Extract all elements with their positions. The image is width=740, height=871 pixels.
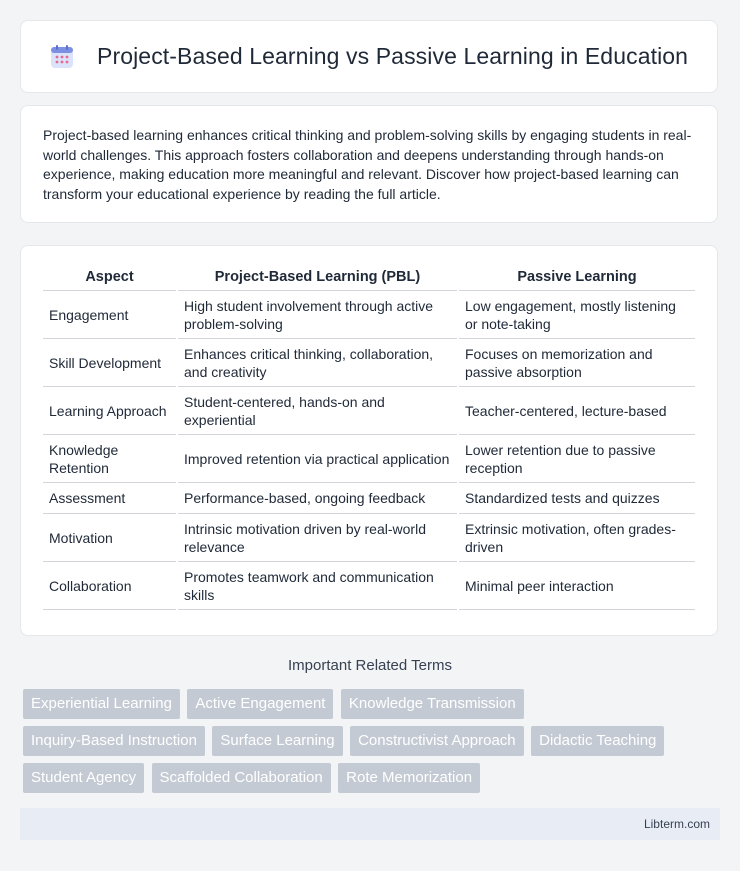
table-row <box>43 291 695 339</box>
cell-passive: Lower retention due to passive reception <box>459 435 695 483</box>
intro-card <box>20 105 718 223</box>
table-row <box>43 339 695 387</box>
cell-aspect: Collaboration <box>43 562 176 610</box>
cell-aspect: Assessment <box>43 483 176 514</box>
footer <box>20 808 720 840</box>
related-term-tag[interactable]: Student Agency <box>23 763 144 793</box>
cell-aspect: Skill Development <box>43 339 176 387</box>
cell-pbl: Performance-based, ongoing feedback <box>178 483 457 514</box>
cell-pbl: Student-centered, hands-on and experiential <box>178 387 457 435</box>
table-row <box>43 514 695 562</box>
intro-text: Project-based learning enhances critical thinking and problem-solving skills by engaging students in real-world challenges. This approach fosters collaboration and deepens understanding through hands-on experience, making education more meaningful and relevant. Discover how project-based learning can transform your educational experience by reading the full article. <box>43 127 692 202</box>
cell-pbl: Enhances critical thinking, collaboration, and creativity <box>178 339 457 387</box>
cell-passive: Standardized tests and quizzes <box>459 483 695 514</box>
cell-passive: Teacher-centered, lecture-based <box>459 387 695 435</box>
cell-pbl: High student involvement through active problem-solving <box>178 291 457 339</box>
table-row <box>43 387 695 435</box>
comparison-table-card <box>20 245 718 636</box>
cell-aspect: Motivation <box>43 514 176 562</box>
related-terms-title: Important Related Terms <box>288 657 452 674</box>
related-term-tag[interactable]: Active Engagement <box>187 689 333 719</box>
cell-passive: Extrinsic motivation, often grades-driven <box>459 514 695 562</box>
cell-aspect: Engagement <box>43 291 176 339</box>
cell-pbl: Improved retention via practical application <box>178 435 457 483</box>
related-term-tag[interactable]: Rote Memorization <box>338 763 480 793</box>
cell-pbl: Intrinsic motivation driven by real-world relevance <box>178 514 457 562</box>
table-row <box>43 562 695 610</box>
related-term-tag[interactable]: Inquiry-Based Instruction <box>23 726 205 756</box>
cell-aspect: Knowledge Retention <box>43 435 176 483</box>
table-row <box>43 483 695 514</box>
calendar-grid-icon <box>49 44 75 70</box>
related-term-tag[interactable]: Experiential Learning <box>23 689 180 719</box>
comparison-table <box>41 266 697 610</box>
cell-pbl: Promotes teamwork and communication skills <box>178 562 457 610</box>
cell-passive: Focuses on memorization and passive absorption <box>459 339 695 387</box>
related-term-tag[interactable]: Surface Learning <box>212 726 342 756</box>
header-card <box>20 20 718 93</box>
related-term-tag[interactable]: Knowledge Transmission <box>341 689 524 719</box>
related-terms-list <box>23 689 723 800</box>
page-title: Project-Based Learning vs Passive Learning in Education <box>97 43 689 69</box>
table-header-row <box>43 266 695 291</box>
related-term-tag[interactable]: Scaffolded Collaboration <box>152 763 331 793</box>
cell-passive: Minimal peer interaction <box>459 562 695 610</box>
related-term-tag[interactable]: Constructivist Approach <box>350 726 524 756</box>
table-row <box>43 435 695 483</box>
header-passive: Passive Learning <box>459 266 695 291</box>
related-term-tag[interactable]: Didactic Teaching <box>531 726 664 756</box>
header-pbl: Project-Based Learning (PBL) <box>178 266 457 291</box>
footer-site-link[interactable]: Libterm.com <box>643 817 710 831</box>
cell-aspect: Learning Approach <box>43 387 176 435</box>
header-aspect: Aspect <box>43 266 176 291</box>
cell-passive: Low engagement, mostly listening or note-taking <box>459 291 695 339</box>
